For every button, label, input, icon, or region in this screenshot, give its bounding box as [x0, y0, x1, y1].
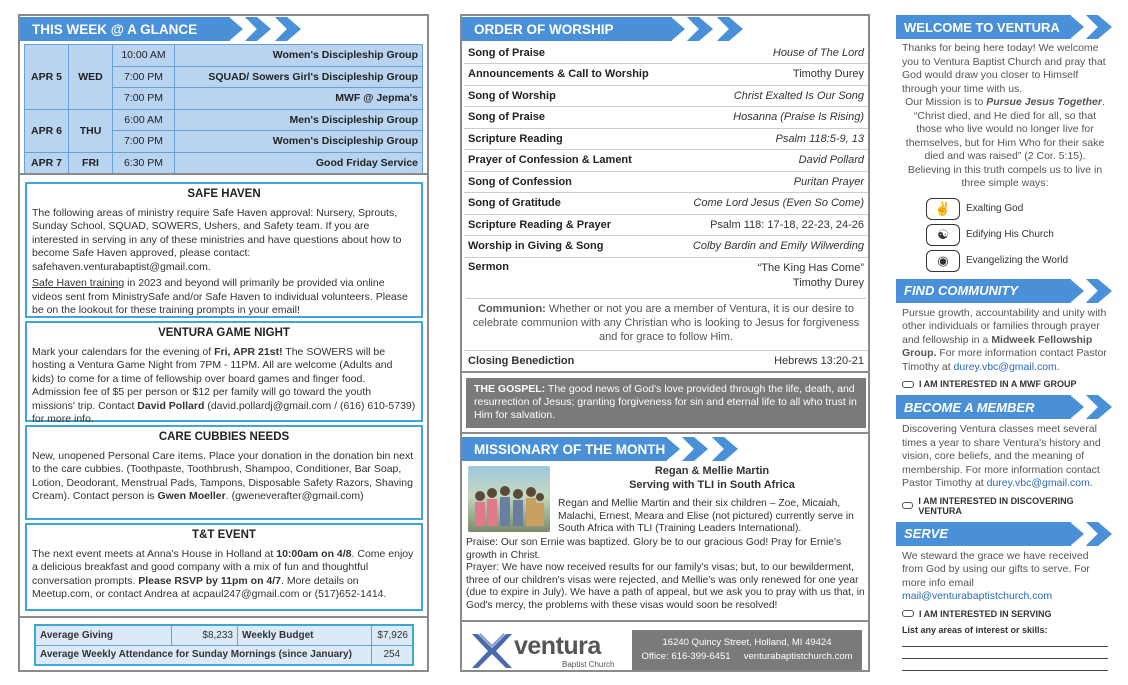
- logo-wordmark: ventura: [514, 632, 601, 660]
- gospel-label: THE GOSPEL:: [474, 383, 546, 395]
- church-website[interactable]: venturabaptistchurch.com: [743, 651, 853, 662]
- game-night-section: [25, 321, 423, 425]
- day-cell: FRI: [69, 152, 113, 174]
- skills-line[interactable]: [902, 635, 1108, 647]
- event-cell: SQUAD/ Sowers Girl's Discipleship Group: [175, 66, 423, 88]
- find-body: Pursue growth, accountability and unity with other individuals or families through prayer and fellowship in a: [902, 306, 1107, 346]
- mission-statement: Pursue Jesus Together: [986, 96, 1102, 108]
- worship-item-label: Song of Praise: [464, 107, 671, 129]
- time-cell: 6:30 PM: [113, 152, 175, 174]
- serve-banner: [896, 521, 1114, 547]
- worship-item-value: Come Lord Jesus (Even So Come): [671, 193, 868, 215]
- gospel-text: The good news of God's love provided through the life, death, and resurrection of Jesus; granting forgiveness for sin and eternal life to all who trust in Him for salvation.: [474, 383, 857, 421]
- missionary-section: [462, 436, 868, 611]
- missionary-prayer: Prayer: We have now received results for our family's visas; but, to our bewilderment, three of our children's visas were rejected, and Mellie's was only renewed for one year (due to expire in July). We have a path of appeal, but we ask you to pray with us that, in God's mercy, the problems with these visas would soon be resolved!: [466, 562, 865, 611]
- glance-banner: [20, 16, 427, 42]
- worship-item-value: Christ Exalted Is Our Song: [671, 85, 868, 107]
- member-banner: [896, 394, 1114, 420]
- table-row: [464, 193, 868, 215]
- glance-title: THIS WEEK @ A GLANCE: [20, 17, 230, 41]
- people-icon: ☯: [926, 224, 960, 246]
- member-body: .: [1089, 477, 1093, 489]
- worship-item-value: Psalm 118: 17-18, 22-23, 24-26: [671, 214, 868, 236]
- find-body: For more information contact Pastor Timothy at: [902, 347, 1107, 373]
- globe-icon: ◉: [926, 250, 960, 272]
- time-cell: 7:00 PM: [113, 88, 175, 110]
- date-cell: APR 6: [25, 109, 69, 152]
- sermon-title: “The King Has Come”: [757, 261, 864, 274]
- missionary-title: MISSIONARY OF THE MONTH: [462, 437, 667, 461]
- worship-item-label: Announcements & Call to Worship: [464, 64, 671, 86]
- tt-rsvp: Please RSVP by 11pm on 4/7: [138, 574, 282, 587]
- sermon-preacher: Timothy Durey: [792, 276, 864, 289]
- budget-label: Weekly Budget: [238, 625, 372, 645]
- table-row: [464, 257, 868, 291]
- worship-item-value: Puritan Prayer: [671, 171, 868, 193]
- welcome-banner: [896, 14, 1114, 40]
- missionary-updates: [466, 537, 866, 613]
- believe-text: Believing in this truth compels us to live in three simple ways:: [907, 163, 1103, 189]
- ways-list: [896, 198, 1114, 272]
- praise-hands-icon: ✌: [926, 198, 960, 220]
- checkbox-label: I AM INTERESTED IN DISCOVERING VENTURA: [918, 495, 1074, 516]
- worship-item-label: Scripture Reading & Prayer: [464, 214, 671, 236]
- way-label: Exalting God: [966, 203, 1024, 214]
- closing-value: Hebrews 13:20-21: [774, 355, 864, 367]
- table-row: [464, 214, 868, 236]
- event-cell: MWF @ Jepma's: [175, 88, 423, 110]
- checkbox-icon[interactable]: [902, 381, 914, 388]
- date-cell: APR 7: [25, 152, 69, 174]
- member-email-link[interactable]: durey.vbc@gmail.com: [986, 477, 1090, 489]
- gospel-box: [466, 378, 866, 428]
- worship-item-label: Scripture Reading: [464, 128, 671, 150]
- attendance-value: 254: [371, 645, 413, 665]
- giving-label: Average Giving: [35, 625, 172, 645]
- worship-item-value: Colby Bardin and Emily Wilwerding: [671, 236, 868, 258]
- table-row: [464, 128, 868, 150]
- footer: [462, 620, 868, 670]
- care-contact: Gwen Moeller: [157, 490, 226, 502]
- mwf-checkbox[interactable]: [896, 377, 1114, 391]
- skills-line[interactable]: [902, 659, 1108, 671]
- middle-column: [460, 14, 870, 672]
- worship-title: ORDER OF WORSHIP: [462, 17, 672, 41]
- tt-event-section: [25, 523, 423, 611]
- safe-haven-training-text: in 2023 and beyond will primarily be provided via online videos sent from MinistrySafe and/or Safe Haven to individual volunteers. Please be on the lookout for these training prompts in your email!: [32, 277, 408, 316]
- checkbox-label: I AM INTERESTED IN A MWF GROUP: [919, 379, 1077, 389]
- scripture-quote: “Christ died, and He died for all, so that those who live would no longer live for themselves, but for Him Who for their sake died and was raised” (2 Cor. 5:15).: [905, 109, 1105, 162]
- date-cell: APR 5: [25, 45, 69, 110]
- way-label: Edifying His Church: [966, 229, 1054, 240]
- budget-value: $7,926: [371, 625, 413, 645]
- table-row: [464, 150, 868, 172]
- skills-line[interactable]: [902, 647, 1108, 659]
- stats-table: [34, 624, 414, 666]
- care-text: . (gweneverafter@gmail.com): [225, 490, 364, 502]
- section-title: CARE CUBBIES NEEDS: [158, 431, 290, 443]
- worship-table: [464, 42, 868, 291]
- find-text: [896, 304, 1114, 378]
- church-phone: Office: 616-399-6451: [641, 651, 731, 662]
- table-row: [464, 171, 868, 193]
- worship-item-label: Song of Worship: [464, 85, 671, 107]
- sermon-label: Sermon: [468, 260, 509, 273]
- time-cell: 6:00 AM: [113, 109, 175, 131]
- missionary-name: Regan & Mellie Martin: [654, 465, 770, 477]
- ventura-logo: [470, 630, 620, 670]
- giving-value: $8,233: [172, 625, 238, 645]
- missionary-subtitle: Serving with TLI in South Africa: [629, 479, 795, 491]
- event-cell: Men's Discipleship Group: [175, 109, 423, 131]
- way-exalting: [926, 198, 1114, 220]
- table-row: [35, 645, 413, 665]
- logo-subtitle: Baptist Church: [562, 660, 615, 669]
- game-night-text: Mark your calendars for the evening of: [32, 345, 215, 358]
- serving-checkbox[interactable]: [896, 607, 1114, 621]
- time-cell: 7:00 PM: [113, 66, 175, 88]
- safe-haven-text: The following areas of ministry require Safe Haven approval: Nursery, Sprouts, Sunday School, SQUAD, SOWERS, Ushers, and Safety team. If you are interested in serving in any of these ministries and have questions about how to become Safe Haven approved, please contact: safehaven.venturabaptist@gmail.com.: [32, 206, 402, 273]
- worship-banner: [462, 16, 868, 42]
- serve-email-link[interactable]: mail@venturabaptistchurch.com: [902, 590, 1053, 602]
- welcome-text: Thanks for being here today! We welcome you to Ventura Baptist Church and pray that God would draw you closer to Himself through your time with us. Our Mission is to Pursue Jesus Together. “Christ died, and He died for all, so that those who live would no longer live for themselves, but for Him Who for their sake died and was raised” (2 Cor. 5:15). Believing in this truth compels us to live in three simple ways:: [896, 40, 1114, 194]
- table-row: [464, 236, 868, 258]
- attendance-label: Average Weekly Attendance for Sunday Mornings (since January): [35, 645, 371, 665]
- table-row: [464, 85, 868, 107]
- skills-prompt: List any areas of interest or skills:: [902, 624, 1048, 635]
- serve-text: [896, 547, 1114, 607]
- communion-note: [466, 298, 866, 344]
- safe-haven-training-link[interactable]: Safe Haven training: [32, 277, 125, 289]
- left-column: [18, 14, 429, 672]
- communion-label: Communion:: [478, 303, 546, 315]
- checkbox-icon[interactable]: [902, 610, 914, 617]
- section-title: T&T EVENT: [192, 529, 256, 541]
- checkbox-label: I AM INTERESTED IN SERVING: [919, 608, 1052, 619]
- event-cell: Good Friday Service: [175, 152, 423, 174]
- time-cell: 10:00 AM: [113, 45, 175, 67]
- welcome-title: WELCOME TO VENTURA: [896, 15, 1071, 39]
- member-text: [896, 420, 1114, 494]
- find-title: FIND COMMUNITY: [896, 279, 1071, 303]
- care-text: New, unopened Personal Care items. Place your donation in the donation bin next to the care cubbies. (Toothpaste, Toothbrush, Shampoo, Conditioner, Bar Soap, Lotion, Deodorant, Menstrual Pads, Tampons, Disposable Safety Razors, Shaving Cream). Contact person is: [32, 449, 414, 502]
- day-cell: WED: [69, 45, 113, 110]
- tt-text: . Come enjoy a delicious breakfast and good company with a mix of fun and thoughtful conversation prompts.: [32, 547, 414, 587]
- mission-prefix: Our Mission is to: [905, 96, 987, 108]
- closing-row: [464, 350, 868, 367]
- table-row: [25, 45, 423, 67]
- time-cell: 7:00 PM: [113, 131, 175, 153]
- day-cell: THU: [69, 109, 113, 152]
- safe-haven-section: [25, 182, 423, 318]
- table-row: [464, 42, 868, 64]
- section-title: VENTURA GAME NIGHT: [158, 327, 290, 339]
- checkbox-icon[interactable]: [902, 502, 913, 509]
- missionary-praise: Praise: Our son Ernie was baptized. Glory be to our gracious God! Pray for Ernie's growth in Christ.: [466, 537, 842, 561]
- closing-label: Closing Benediction: [468, 355, 575, 367]
- worship-item-value: Hosanna (Praise Is Rising): [671, 107, 868, 129]
- address-box: [632, 630, 862, 670]
- worship-item-value: Timothy Durey: [671, 64, 868, 86]
- tt-when: 10:00am on 4/8: [276, 547, 352, 560]
- way-edifying: [926, 224, 1114, 246]
- table-row: [464, 64, 868, 86]
- serve-body: We steward the grace we have received from God by using our gifts to serve. For more info email: [902, 549, 1090, 589]
- worship-item-value: House of The Lord: [671, 42, 868, 64]
- worship-item-label: Worship in Giving & Song: [464, 236, 671, 258]
- game-night-text: (david.pollardj@gmail.com / (616) 610-5739) for more info.: [32, 399, 416, 425]
- discovering-checkbox[interactable]: [896, 494, 1114, 518]
- member-title: BECOME A MEMBER: [896, 395, 1071, 419]
- tt-text: . More details on Meetup.com, or contact Andrea at acpaul247@gmail.com or (517)652-1414.: [32, 574, 387, 600]
- communion-text: Whether or not you are a member of Ventura, it is our desire to celebrate communion with any Christian who is looking to Jesus for forgiveness and for grace to follow Him.: [472, 303, 860, 343]
- glance-table: [24, 44, 423, 174]
- find-banner: [896, 278, 1114, 304]
- church-address: 16240 Quincy Street, Holland, MI 49424: [662, 637, 832, 648]
- table-row: [464, 107, 868, 129]
- worship-item-label: Prayer of Confession & Lament: [464, 150, 671, 172]
- find-body: .: [1056, 360, 1060, 373]
- tt-text: The next event meets at Anna's House in Holland at: [32, 547, 277, 560]
- serve-title: SERVE: [896, 522, 1071, 546]
- worship-item-label: Song of Praise: [464, 42, 671, 64]
- event-cell: Women's Discipleship Group: [175, 45, 423, 67]
- table-row: [25, 109, 423, 131]
- game-night-date: Fri, APR 21st!: [214, 345, 283, 358]
- care-cubbies-section: [25, 425, 423, 520]
- right-column: [896, 14, 1114, 672]
- member-body: Discovering Ventura classes meet several times a year to share Ventura's history and vision, core beliefs, and the meaning of membership. For more information contact Pastor Timothy at: [902, 423, 1101, 489]
- missionary-banner: [462, 436, 868, 462]
- game-night-text: The SOWERS will be hosting a Ventura Game Night from 7PM - 11PM. All are welcome (Adults and kids) to come for a time of fellowship over board games and finger food. Admission fee of $5 per person or $12 per family will go toward the youth missions' trip. Contact: [32, 345, 393, 412]
- worship-item-label: Song of Confession: [464, 171, 671, 193]
- find-email-link[interactable]: durey.vbc@gmail.com: [953, 360, 1057, 373]
- table-row: [35, 625, 413, 645]
- table-row: [25, 152, 423, 174]
- event-cell: Women's Discipleship Group: [175, 131, 423, 153]
- section-title: SAFE HAVEN: [187, 188, 261, 200]
- missionary-intro: Regan and Mellie Martin and their six children – Zoe, Micaiah, Malachi, Ernest, Meara and Elise (not pictured) currently serve in South Africa with TLI (Training Leaders International).: [558, 498, 854, 535]
- way-evangelizing: [926, 250, 1114, 272]
- game-night-contact: David Pollard: [137, 399, 205, 412]
- worship-item-value: Psalm 118:5-9, 13: [671, 128, 868, 150]
- worship-item-label: Song of Gratitude: [464, 193, 671, 215]
- missionary-family-photo: [468, 466, 550, 532]
- welcome-intro: Thanks for being here today! We welcome you to Ventura Baptist Church and pray that God would draw you closer to Himself through your time with us.: [902, 42, 1106, 95]
- mwf-group: Midweek Fellowship Group.: [902, 333, 1093, 359]
- way-label: Evangelizing the World: [966, 255, 1069, 266]
- worship-item-value: David Pollard: [671, 150, 868, 172]
